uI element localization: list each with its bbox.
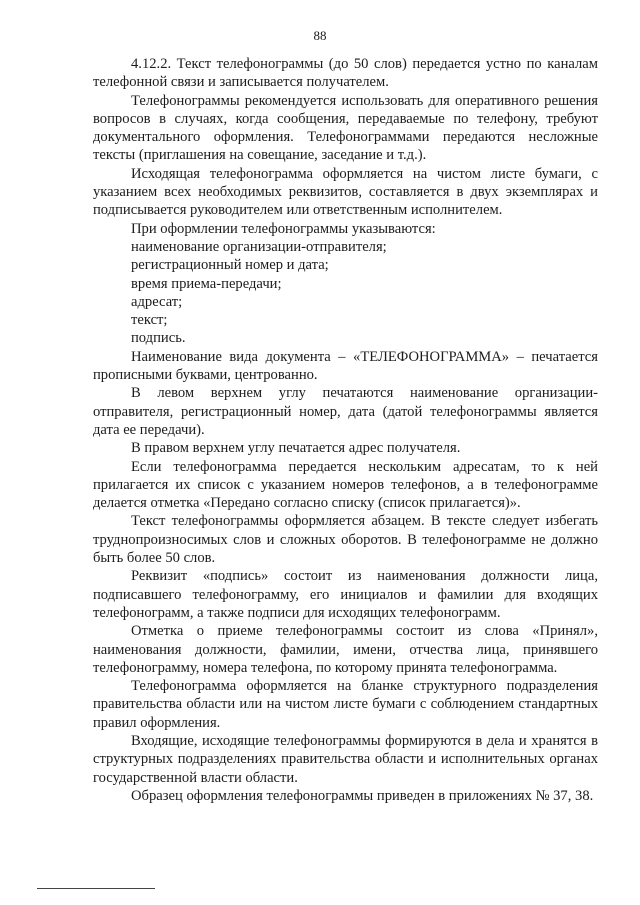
list-item: наименование организации-отправителя; (131, 238, 387, 255)
paragraph-signature: Реквизит «подпись» состоит из наименования должности лица, подписавшего телефонограмму, его инициалов и фамилии для входящих телефонограмм, а также подписи для исходящих телефонограмм. (93, 568, 598, 621)
document-body (93, 55, 598, 805)
paragraph-filing: Входящие, исходящие телефонограммы формируются в дела и хранятся в структурных подразделениях правительства области и исполнительных органах государственной власти области. (93, 732, 598, 786)
paragraph-top-right: В правом верхнем углу печатается адрес получателя. (131, 440, 461, 457)
paragraph-outgoing: Исходящая телефонограмма оформляется на чистом листе бумаги, с указанием всех необходимых реквизитов, составляется в двух экземплярах и подписывается руководителем или ответственным исполнителем. (93, 165, 598, 219)
paragraph-purpose: Телефонограммы рекомендуется использовать для оперативного решения вопросов в случаях, когда сообщения, передаваемые по телефону, требуют документального оформления. Телефонограммами передаются несложные тексты (приглашения на совещание, заседание и т.д.). (93, 92, 598, 164)
paragraph-4-12-2: 4.12.2. Текст телефонограммы (до 50 слов) передается устно по каналам телефонной связи и записывается получателем. (93, 56, 598, 91)
paragraph-receipt-mark: Отметка о приеме телефонограммы состоит из слова «Принял», наименования должности, фамилии, имени, отчества лица, принявшего телефонограмму, номера телефона, по которому принята телефонограмма. (93, 623, 598, 676)
paragraph-text-format: Текст телефонограммы оформляется абзацем. В тексте следует избегать труднопроизносимых слов и сложных оборотов. В телефонограмме не должно быть более 50 слов. (93, 513, 598, 567)
list-item: адресат; (131, 293, 183, 310)
paragraph-document-type: Наименование вида документа – «ТЕЛЕФОНОГРАММА» – печатается прописными буквами, центрованно. (93, 348, 598, 384)
list-item: подпись. (131, 330, 186, 347)
footnote-divider (37, 888, 155, 889)
paragraph-multiple-recipients: Если телефонограмма передается нескольким адресатам, то к ней прилагается их список с указанием номеров телефонов, а в телефонограмме делается отметка «Передано согласно списку (список прилагается)». (93, 458, 598, 512)
paragraph-sample: Образец оформления телефонограммы приведен в приложениях № 37, 38. (131, 787, 594, 804)
list-item: время приема-передачи; (131, 275, 282, 292)
list-item: регистрационный номер и дата; (131, 257, 329, 274)
paragraph-requisites-intro: При оформлении телефонограммы указываются: (131, 220, 436, 237)
paragraph-letterhead: Телефонограмма оформляется на бланке структурного подразделения правительства области или на чистом листе бумаги с соблюдением стандартных правил оформления. (93, 678, 598, 731)
paragraph-top-left: В левом верхнем углу печатаются наименование организации-отправителя, регистрационный номер, дата (датой телефонограммы является дата ее передачи). (93, 385, 598, 438)
page-number: 88 (313, 28, 327, 43)
list-item: текст; (131, 312, 168, 329)
